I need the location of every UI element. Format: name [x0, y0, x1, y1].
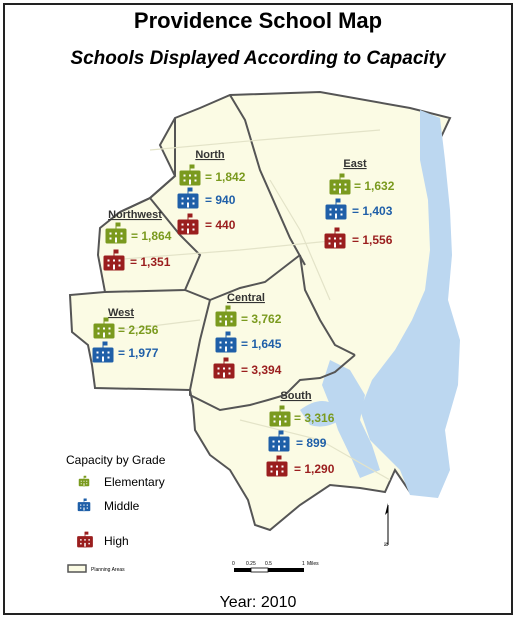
scale-tick-2: 0.5 — [265, 561, 272, 567]
region-label-central: Central — [227, 292, 265, 304]
west-middle-capacity: = 1,977 — [118, 346, 159, 360]
west-elementary-capacity: = 2,256 — [118, 323, 159, 337]
south-high-capacity: = 1,290 — [294, 462, 335, 476]
north-elementary-capacity: = 1,842 — [205, 170, 246, 184]
planning-areas-swatch — [68, 565, 86, 572]
map-subtitle: Schools Displayed According to Capacity — [70, 48, 446, 69]
region-label-west: West — [107, 307, 135, 319]
east-high-capacity: = 1,556 — [352, 233, 393, 247]
legend-middle-icon — [78, 499, 90, 511]
central-high-capacity: = 3,394 — [241, 363, 282, 377]
scale-bar — [232, 561, 319, 572]
region-label-northwest: Northwest — [108, 209, 162, 221]
legend-high-label: High — [104, 534, 129, 548]
legend-middle-label: Middle — [104, 499, 140, 513]
north-arrow-icon — [384, 503, 390, 546]
legend-elementary-icon — [79, 476, 89, 486]
legend-title: Capacity by Grade — [66, 453, 166, 467]
north-middle-capacity: = 940 — [205, 193, 236, 207]
region-label-south: South — [280, 390, 312, 402]
scale-unit: Miles — [307, 561, 319, 567]
northwest-elementary-capacity: = 1,864 — [131, 229, 172, 243]
scale-tick-3: 1 — [302, 561, 305, 567]
north-high-capacity: = 440 — [205, 218, 236, 232]
east-middle-capacity: = 1,403 — [352, 204, 393, 218]
legend-high-icon — [78, 532, 93, 547]
south-middle-capacity: = 899 — [296, 436, 327, 450]
region-label-east: East — [343, 158, 367, 170]
map-title: Providence School Map — [133, 8, 383, 33]
east-elementary-capacity: = 1,632 — [354, 179, 395, 193]
north-arrow-label: N — [384, 542, 390, 546]
year-label: Year: 2010 — [219, 594, 297, 611]
planning-areas-label: Planning Areas — [91, 567, 125, 573]
region-label-north: North — [195, 149, 225, 161]
scale-tick-0: 0 — [232, 561, 235, 567]
central-middle-capacity: = 1,645 — [241, 337, 282, 351]
northwest-high-capacity: = 1,351 — [130, 255, 171, 269]
legend-elementary-label: Elementary — [104, 475, 165, 489]
central-elementary-capacity: = 3,762 — [241, 312, 282, 326]
south-elementary-capacity: = 3,316 — [294, 411, 335, 425]
scale-tick-1: 0.25 — [246, 561, 256, 567]
